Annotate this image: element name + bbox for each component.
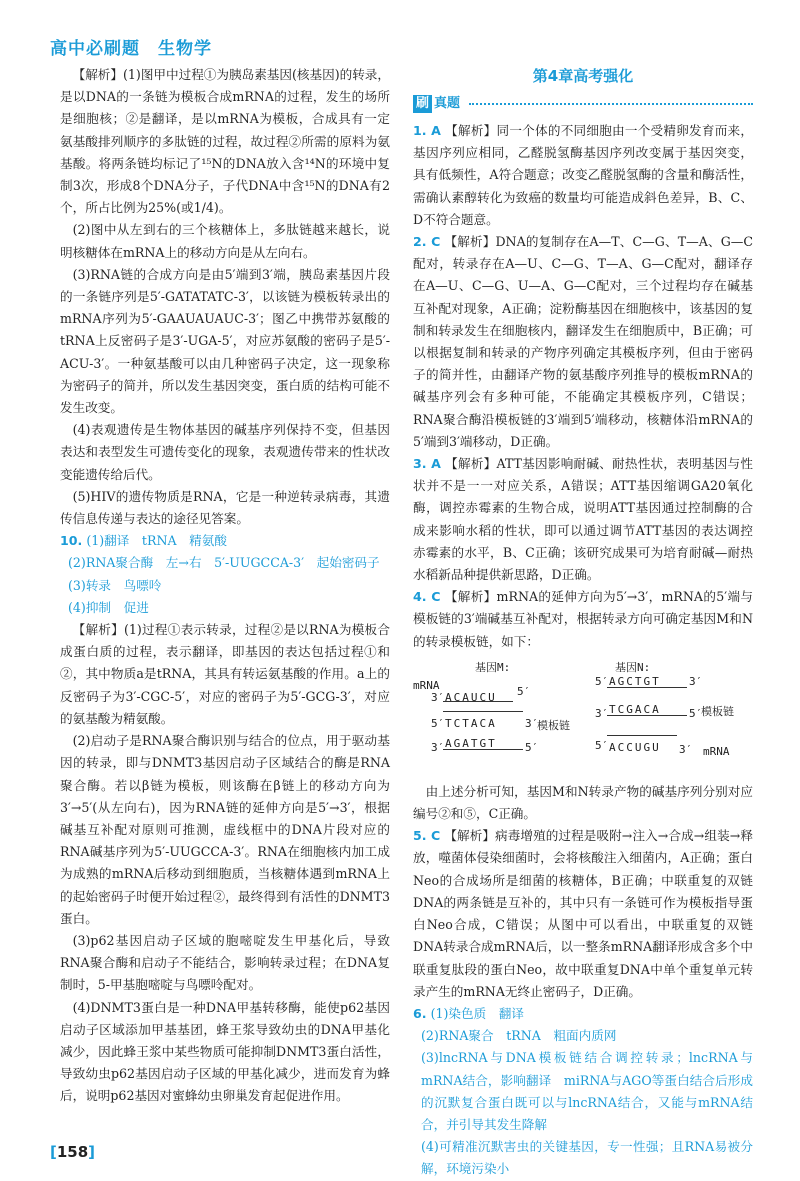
- dotted-divider: [469, 103, 753, 105]
- section-label: 真题: [434, 96, 461, 111]
- template-label: 模板链: [537, 718, 570, 732]
- analysis-paragraph: (3)p62基因启动子区域的胞嘧啶发生甲基化后，导致RNA聚合酶和启动子不能结合，影响转录过程；在DNA复制时，5-甲基胞嘧啶与鸟嘌呤配对。: [60, 932, 390, 993]
- page-number: [158]: [50, 1143, 96, 1161]
- gene-m-strand-1: TCTACA: [445, 716, 497, 730]
- question-10-answer-3: (3)转录 鸟嘌呤: [68, 577, 162, 593]
- gene-m-label: 基因M:: [475, 660, 511, 674]
- analysis-paragraph: 【解析】(1)过程①表示转录，过程②是以RNA为模板合成蛋白质的过程，表示翻译，即基因的表达包括过程①和②，其中物质a是tRNA，其具有转运氨基酸的作用。a上的反密码子为3′-CGC-5′，对应的密码子为5′-GCG-3′，对应的氨基酸为精氨酸。: [60, 622, 390, 726]
- strand-line: [443, 701, 513, 702]
- strand-line: [443, 749, 523, 750]
- answer-item: 4. C 【解析】mRNA的延伸方向为5′→3′，mRNA的5′端与模板链的3′端碱基互补配对，根据转录方向可确定基因M和N的转录模板链，如下：: [413, 589, 753, 649]
- strand-line: [443, 711, 523, 712]
- gene-n-label: 基因N:: [615, 660, 651, 674]
- analysis-paragraph: 【解析】(1)图甲中过程①为胰岛素基因(核基因)的转录，是以DNA的一条链为模板合成mRNA的过程，发生的场所是细胞核；②是翻译，是以mRNA为模板，合成具有一定氨基酸排列顺序的多肽链的过程，故过程②所需的原料为氨基酸。将两条链均标记了¹⁵N的DNA放入含¹⁴N的环境中复制3次，形成8个DNA分子，子代DNA中含¹⁵N的DNA有2个，所占比例为25%(或1/4)。: [60, 67, 390, 216]
- answer-item: 5. C 【解析】病毒增殖的过程是吸附→注入→合成→组装→释放，噬菌体侵染细菌时，会将核酸注入细菌内，A正确；蛋白Neo的合成场所是细菌的核糖体，B正确；中联重复的双链DNA的两条链是互补的，其中只有一条链可作为模板指导蛋白Neo合成，C错误；从图中可以看出，中联重复的双链DNA转录合成mRNA后，以一整条mRNA翻译形成含多个中联重复肽段的蛋白Neo，故中联重复DNA中单个重复单元转录产生的mRNA无终止密码子，D正确。: [413, 828, 753, 999]
- analysis-paragraph: (2)启动子是RNA聚合酶识别与结合的位点，用于驱动基因的转录，即与DNMT3基因启动子区域结合的酶是RNA聚合酶。若以β链为模板，则该酶在β链上的移动方向为3′→5′(从左向右)，因为RNA链的延伸方向是5′→3′，根据碱基互补配对原则可推测，虚线框中的DNA片段对应的RNA碱基序列为5′-UUGCCA-3′。RNA在细胞核内加工成为成熟的mRNA后移动到细胞质，当核糖体遇到mRNA上的起始密码子时便开始过程②，最终得到有活性的DNMT3蛋白。: [60, 733, 390, 926]
- analysis-paragraph: (2)图中从左到右的三个核糖体上，多肽链越来越长，说明核糖体在mRNA上的移动方向是从左向右。: [60, 222, 390, 260]
- question-6-answer-2: (2)RNA聚合 tRNA 粗面内质网: [421, 1028, 617, 1044]
- analysis-paragraph: (4)表观遗传是生物体基因的碱基序列保持不变，但基因表达和表型发生可遗传变化的现象，表观遗传带来的性状改变能遗传给后代。: [60, 422, 390, 482]
- answer-item: 2. C 【解析】DNA的复制存在A—T、C—G、T—A、G—C配对，转录存在A—U、C—G、T—A、G—C配对，翻译存在A—U、C—G、U—A、G—C配对，三个过程均存在碱基互补配对现象，A正确；淀粉酶基因在细胞核中，该基因的复制和转录发生在细胞核内，翻译发生在细胞质中，B正确；可以根据复制和转录的产物序列确定其模板序列，但由于密码子的简并性，由翻译产物的氨基酸序列推导的模板mRNA的碱基序列会有多种可能，不能确定其模板序列，C错误；RNA聚合酶沿模板链的3′端到5′端移动，核糖体沿mRNA的5′端到3′端移动，D正确。: [413, 234, 753, 449]
- left-column: [60, 64, 390, 1108]
- section-header: [413, 92, 753, 116]
- gene-n-strand-2: TCGACA: [609, 702, 661, 716]
- right-column: [413, 64, 753, 1181]
- question-6-answer-3: (3)lncRNA与DNA模板链结合调控转录；lncRNA与mRNA结合，影响翻译 miRNA与AGO等蛋白结合后形成的沉默复合蛋白既可以与lncRNA结合，又能与mRNA结合，并引导其发生降解: [421, 1050, 753, 1132]
- question-6-answer-1: 6. (1)染色质 翻译: [413, 1005, 524, 1021]
- chapter-title: 第4章高考强化: [532, 67, 634, 85]
- gene-m-mrna: ACAUCU: [445, 690, 497, 704]
- question-10-answer-2: (2)RNA聚合酶 左→右 5′-UUGCCA-3′ 起始密码子: [68, 555, 380, 571]
- mrna-label: mRNA: [413, 678, 440, 692]
- section-badge: 刷: [413, 95, 432, 113]
- answer-item: 3. A 【解析】ATT基因影响耐碱、耐热性状，表明基因与性状并不是一一对应关系，A错误；ATT基因缩调GA20氧化酶，调控赤霉素的生物合成，说明ATT基因通过控制酶的合成来影响水稻的性状，即可以通过调节ATT基因的表达调控赤霉素的水平，B、C正确；该研究成果可为培育耐碱—耐热水稻新品种提供新思路，D正确。: [413, 456, 753, 583]
- gene-m-strand-2: AGATGT: [445, 736, 497, 750]
- question-10-answer-4: (4)抑制 促进: [68, 599, 149, 615]
- gene-n-strand-1: AGCTGT: [609, 674, 661, 688]
- answer-item-continued: 由上述分析可知，基因M和N转录产物的碱基序列分别对应编号②和⑤，C正确。: [413, 783, 753, 822]
- gene-n-mrna: ACCUGU: [609, 740, 661, 754]
- mrna-label: mRNA: [703, 744, 730, 758]
- strand-line: [607, 687, 687, 688]
- page-header: 高中必刷题 生物学: [50, 39, 212, 59]
- analysis-paragraph: (4)DNMT3蛋白是一种DNA甲基转移酶，能使p62基因启动子区域添加甲基基团，蜂王浆导致幼虫的DNA甲基化减少，因此蜂王浆中某些物质可能抑制DNMT3蛋白活性，导致幼虫p62基因启动子区域的甲基化减少，进而发育为蜂后，说明p62基因对蜜蜂幼虫卵巢发育起促进作用。: [60, 999, 390, 1104]
- analysis-paragraph: (3)RNA链的合成方向是由5′端到3′端，胰岛素基因片段的一条链序列是5′-GATATATC-3′，以该链为模板转录出的mRNA序列为5′-GAAUAUAUC-3′；图乙中携带苏氨酸的tRNA上反密码子是3′-UGA-5′，对应苏氨酸的密码子是5′-ACU-3′。一种氨基酸可以由几种密码子决定，这一现象称为密码子的简并，所以发生基因突变，蛋白质的结构可能不发生改变。: [60, 266, 390, 416]
- analysis-paragraph: (5)HIV的遗传物质是RNA，它是一种逆转录病毒，其遗传信息传递与表达的途径见答案。: [60, 488, 390, 527]
- answer-item: 1. A 【解析】同一个体的不同细胞由一个受精卵发育而来，基因序列应相同，乙醛脱氢酶基因序列改变属于基因突变，具有低频性，A符合题意；改变乙醛脱氢酶的含量和酶活性，需确认素醇转化为致癌的数量均可能造成斜色差异，B、C、D不符合题意。: [413, 123, 754, 227]
- strand-line: [607, 735, 677, 736]
- question-10-answer-1: 10. (1)翻译 tRNA 精氨酸: [60, 533, 227, 549]
- question-number: 10.: [60, 533, 83, 549]
- gene-transcription-diagram: 基因M: 基因N: mRNA 3′ ACAUCU 5′ 5′ TCTACA 3′ 模板链 3′ AGATGT 5′ 5′ AGCTGT 3′ 3′ TCGACA 5′ 模板链 5′ ACCUGU 3′ mRNA: [413, 657, 753, 775]
- strand-line: [607, 715, 687, 716]
- question-6-answer-4: (4)可精准沉默害虫的关键基因，专一性强；且RNA易被分解，环境污染小: [421, 1139, 753, 1177]
- template-label: 模板链: [701, 704, 734, 718]
